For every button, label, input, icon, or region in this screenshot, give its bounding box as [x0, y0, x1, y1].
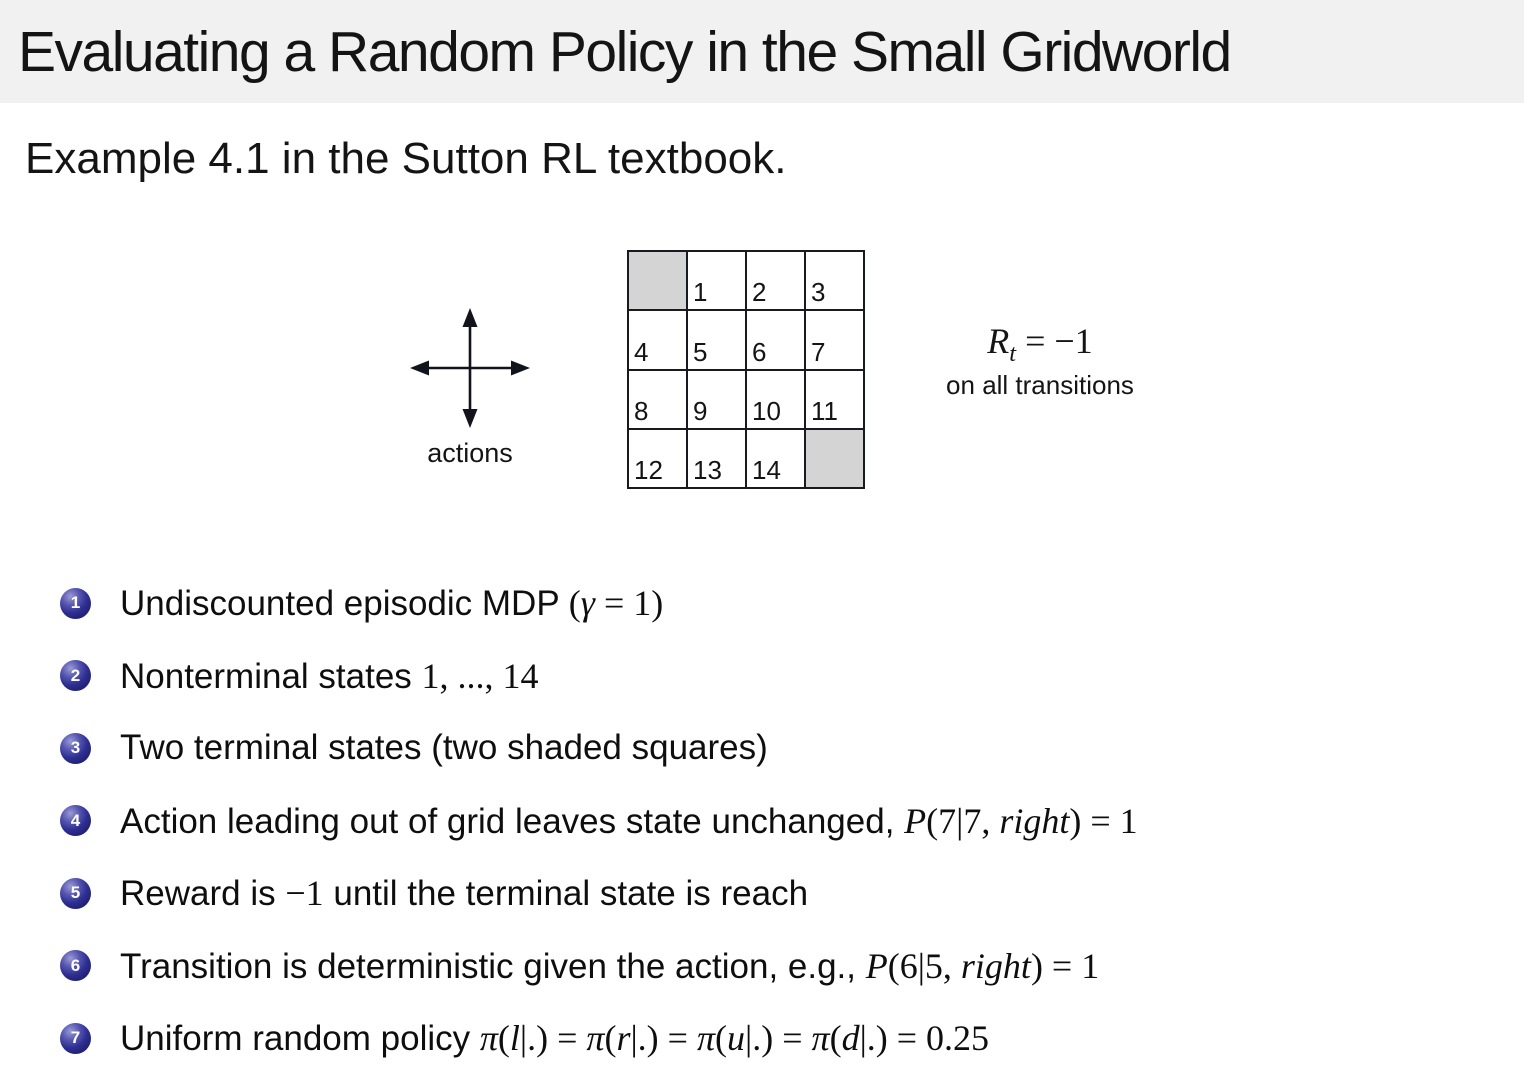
subtitle: Example 4.1 in the Sutton RL textbook.: [25, 134, 787, 183]
grid-cell: [805, 310, 864, 369]
gridworld-grid: [627, 250, 865, 489]
list-item: [0, 712, 1524, 785]
reward-equation: = −1: [1016, 321, 1093, 361]
item-number-badge: 2: [60, 660, 91, 691]
reward-note: [918, 320, 1162, 401]
item-number-badge: 7: [60, 1023, 91, 1054]
grid-cell-label: 5: [693, 336, 708, 367]
grid-cell: [746, 251, 805, 310]
list-item: [0, 857, 1524, 930]
grid-cell: [687, 429, 746, 488]
grid-cell-label: 4: [634, 336, 649, 367]
item-text: Uniform random policy π(l|.) = π(r|.) = π(u|.) = π(d|.) = 0.25: [120, 1018, 990, 1059]
item-number-badge: 3: [60, 733, 91, 764]
grid-cell-label: 6: [752, 336, 767, 367]
grid-cell: [746, 429, 805, 488]
grid-cell: [805, 251, 864, 310]
item-text: Transition is deterministic given the action, e.g., P(6|5, right) = 1: [120, 945, 1100, 986]
reward-variable: R: [987, 321, 1010, 361]
item-text: Undiscounted episodic MDP (γ = 1): [120, 583, 664, 624]
list-item: [0, 1002, 1524, 1075]
page-title: Evaluating a Random Policy in the Small Gridworld: [18, 19, 1231, 84]
grid-cell: [628, 429, 687, 488]
grid-cell: [746, 310, 805, 369]
reward-subscript: t: [1009, 340, 1017, 368]
list-item: [0, 785, 1524, 858]
reward-formula: [918, 320, 1162, 368]
grid-cell-label: 8: [634, 395, 649, 426]
reward-caption: on all transitions: [946, 370, 1134, 401]
grid-cell: [687, 251, 746, 310]
grid-cell-label: 13: [693, 455, 722, 485]
list-item: [0, 930, 1524, 1003]
grid-cell-label: 3: [811, 277, 826, 308]
item-number-badge: 1: [60, 588, 91, 619]
list-item: [0, 567, 1524, 640]
grid-cell-terminal: [628, 251, 687, 310]
grid-cell: [628, 310, 687, 369]
grid-cell-label: 10: [752, 395, 781, 426]
item-text: Two terminal states (two shaded squares): [120, 728, 768, 768]
item-text: Action leading out of grid leaves state unchanged, P(7|7, right) = 1: [120, 800, 1138, 841]
item-number-badge: 6: [60, 950, 91, 981]
grid-cell-label: 7: [811, 336, 826, 367]
grid-cell: [687, 370, 746, 429]
grid-cell: [746, 370, 805, 429]
slide-header: [0, 0, 1524, 103]
grid-cell-label: 11: [811, 395, 838, 426]
list-item: [0, 640, 1524, 713]
actions-cross-icon: [408, 306, 532, 430]
item-number-badge: 4: [60, 805, 91, 836]
grid-cell-label: 1: [693, 277, 708, 308]
grid-cell-label: 2: [752, 277, 767, 308]
item-text: Nonterminal states 1, ..., 14: [120, 655, 539, 696]
bullet-list: [0, 567, 1524, 1075]
grid-cell-label: 14: [752, 455, 781, 485]
grid-cell: [805, 370, 864, 429]
grid-cell-terminal: [805, 429, 864, 488]
grid-cell-label: 9: [693, 395, 708, 426]
item-number-badge: 5: [60, 878, 91, 909]
item-text: Reward is −1 until the terminal state is reach: [120, 873, 809, 914]
grid-cell: [628, 370, 687, 429]
grid-cell: [687, 310, 746, 369]
grid-cell-label: 12: [634, 455, 663, 485]
actions-label: actions: [427, 438, 513, 468]
